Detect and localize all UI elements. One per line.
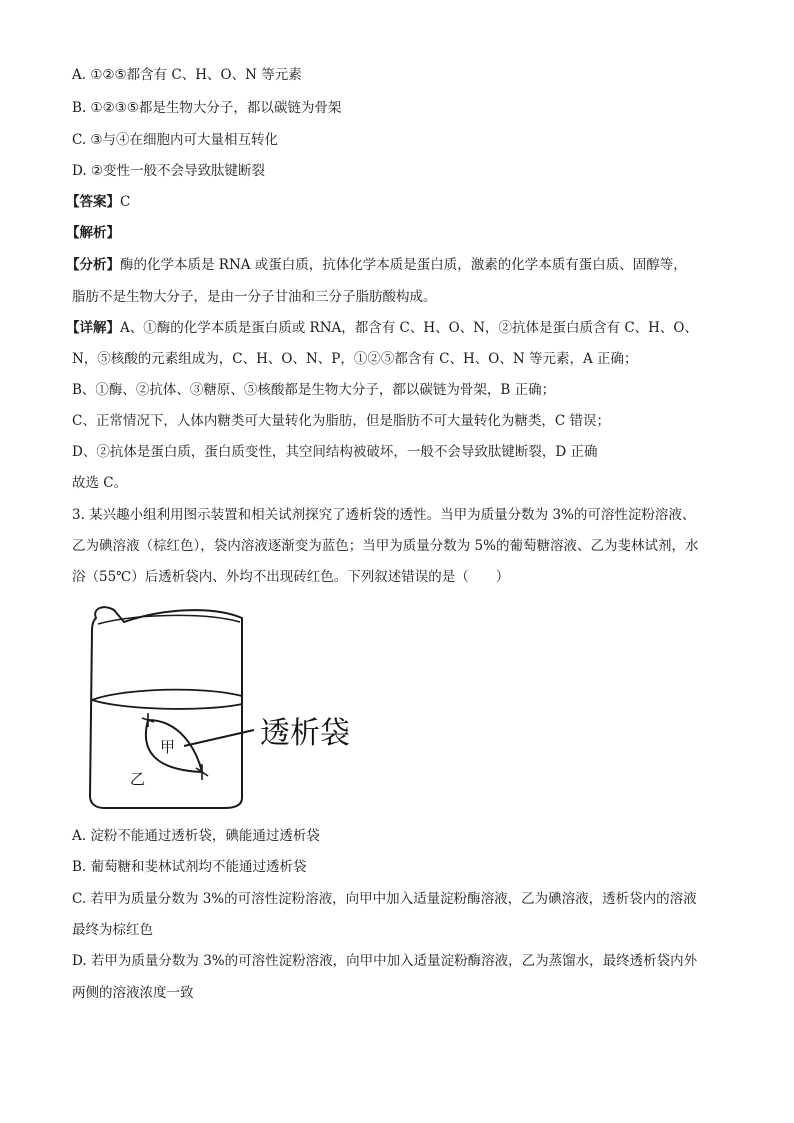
q2-option-d: D. ②变性一般不会导致肽键断裂 <box>72 163 266 179</box>
liquid-surface-front <box>92 700 242 709</box>
q2-option-c: C. ③与④在细胞内可大量相互转化 <box>72 132 279 148</box>
fenxi-label: 【分析】 <box>66 257 120 273</box>
label-yi: 乙 <box>130 770 146 788</box>
conclusion-line: 故选 C。 <box>72 475 128 491</box>
q3-option-c-line-1: C. 若甲为质量分数为 3%的可溶性淀粉溶液，向甲中加入适量淀粉酶溶液，乙为碘溶液，透析袋内的溶液 <box>72 891 697 907</box>
xiangjie-label: 【详解】 <box>66 320 120 336</box>
answer-value: C <box>120 194 131 210</box>
xiangjie-line-4: C、正常情况下，人体内糖类可大量转化为脂肪，但是脂肪不可大量转化为糖类，C 错误； <box>72 413 610 429</box>
xiangjie-line-1 <box>66 319 726 337</box>
q2-option-b: B. ①②③⑤都是生物大分子，都以碳链为骨架 <box>72 100 342 116</box>
xiangjie-line-2: N，⑤核酸的元素组成为，C、H、O、N、P，①②⑤都含有 C、H、O、N 等元素，A 正确； <box>72 351 638 367</box>
xiangjie-line-3: B、①酶、②抗体、③糖原、⑤核酸都是生物大分子，都以碳链为骨架，B 正确； <box>72 382 556 398</box>
label-dialysis-bag: 透析袋 <box>260 716 350 751</box>
q3-option-a: A. 淀粉不能通过透析袋，碘能通过透析袋 <box>72 828 320 844</box>
answer-label: 【答案】 <box>66 194 120 210</box>
q3-stem-line-2: 乙为碘溶液（棕红色），袋内溶液逐渐变为蓝色；当甲为质量分数为 5%的葡萄糖溶液、乙为斐林试剂，水 <box>72 538 699 554</box>
fenxi-line-2: 脂肪不是生物大分子，是由一分子甘油和三分子脂肪酸构成。 <box>72 289 437 305</box>
q2-option-a: A. ①②⑤都含有 C、H、O、N 等元素 <box>72 67 302 83</box>
q3-stem-line-1: 3. 某兴趣小组利用图示装置和相关试剂探究了透析袋的透性。当甲为质量分数为 3%的可溶性淀粉溶液、 <box>72 507 696 523</box>
xiangjie-text-1: A、①酶的化学本质是蛋白质或 RNA，都含有 C、H、O、N，②抗体是蛋白质含有 C、H、O、 <box>120 320 699 336</box>
beaker-figure <box>84 600 374 810</box>
q3-option-d-line-2: 两侧的溶液浓度一致 <box>72 985 194 1001</box>
beaker-drawing <box>84 600 374 810</box>
liquid-surface-back <box>92 690 242 700</box>
q3-option-b: B. 葡萄糖和斐林试剂均不能通过透析袋 <box>72 859 307 875</box>
answer-line <box>66 193 726 211</box>
q3-stem-line-3: 浴（55℃）后透析袋内、外均不出现砖红色。下列叙述错误的是（ ） <box>72 569 510 585</box>
bag-pointer-line <box>184 730 254 746</box>
q3-option-d-line-1: D. 若甲为质量分数为 3%的可溶性淀粉溶液，向甲中加入适量淀粉酶溶液，乙为蒸馏水，最终透析袋内外 <box>72 953 698 969</box>
label-jia: 甲 <box>160 738 176 756</box>
analysis-label: 【解析】 <box>66 225 120 241</box>
fenxi-text-1: 酶的化学本质是 RNA 或蛋白质，抗体化学本质是蛋白质，激素的化学本质有蛋白质、固醇等， <box>120 257 687 273</box>
fenxi-line-1 <box>66 256 726 274</box>
xiangjie-line-5: D、②抗体是蛋白质，蛋白质变性，其空间结构被破坏，一般不会导致肽键断裂，D 正确 <box>72 444 598 460</box>
q3-option-c-line-2: 最终为棕红色 <box>72 922 153 938</box>
